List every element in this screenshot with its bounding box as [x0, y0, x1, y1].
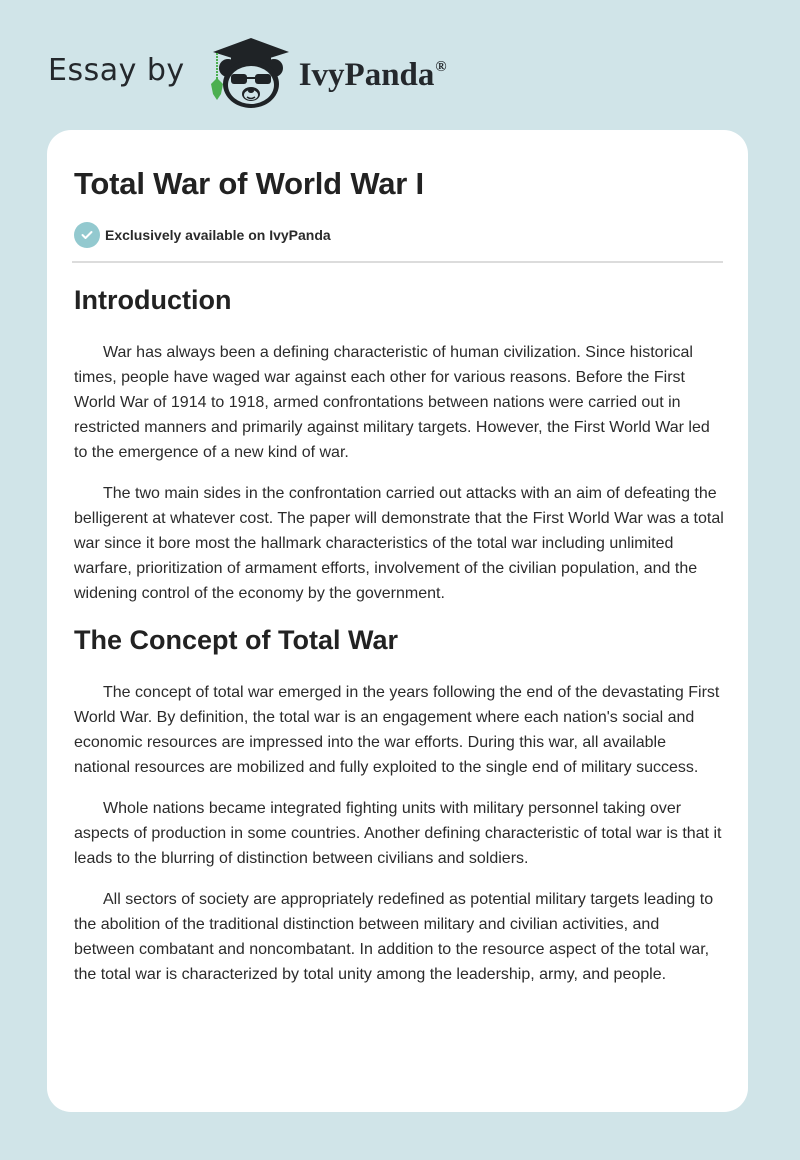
article-body	[74, 282, 724, 1003]
brand-text: IvyPanda	[298, 56, 435, 93]
essay-card	[47, 130, 748, 1112]
section-heading: Introduction	[74, 285, 232, 315]
panda-graduation-cap-icon[interactable]	[203, 34, 293, 110]
essay-by-label: Essay by	[48, 52, 185, 88]
divider	[72, 261, 723, 263]
paragraph: All sectors of society are appropriately redefined as potential military targets leading to the abolition of the traditional distinction between military and civilian activities, and between combatant and noncombatant. In addition to the resource aspect of the total war, the total war is characterized by total unity among the leadership, army, and people.	[74, 891, 714, 983]
page-title: Total War of World War I	[74, 166, 424, 201]
paragraph: The two main sides in the confrontation carried out attacks with an aim of defeating the belligerent at whatever cost. The paper will demonstrate that the First World War was a total war since it bore most the hallmark characteristics of the total war including unlimited warfare, prioritization of armament efforts, involvement of the civilian population, and the widening control of the economy by the government.	[74, 485, 724, 602]
section-concept-of-total-war	[74, 622, 724, 987]
check-circle-icon	[74, 222, 100, 248]
registered-mark: ®	[435, 58, 447, 75]
badge-text: Exclusively available on IvyPanda	[105, 227, 331, 243]
exclusive-badge	[74, 222, 331, 248]
site-header	[48, 36, 447, 108]
paragraph: Whole nations became integrated fighting units with military personnel taking over aspects of production in some countries. Another defining characteristic of total war is that it leads to the blurring of distinction between civilians and soldiers.	[74, 800, 722, 867]
brand-name[interactable]	[299, 57, 447, 94]
paragraph: War has always been a defining characteristic of human civilization. Since historical times, people have waged war against each other for various reasons. Before the First World War of 1914 to 1918, armed confrontations between nations were carried out in restricted manners and primarily against military targets. However, the First World War led to the emergence of a new kind of war.	[74, 344, 710, 461]
section-introduction	[74, 282, 724, 606]
paragraph: The concept of total war emerged in the years following the end of the devastating First World War. By definition, the total war is an engagement where each nation's social and economic resources are impressed into the war efforts. During this war, all available national resources are mobilized and fully exploited to the single end of military success.	[74, 684, 720, 776]
section-heading: The Concept of Total War	[74, 625, 398, 655]
